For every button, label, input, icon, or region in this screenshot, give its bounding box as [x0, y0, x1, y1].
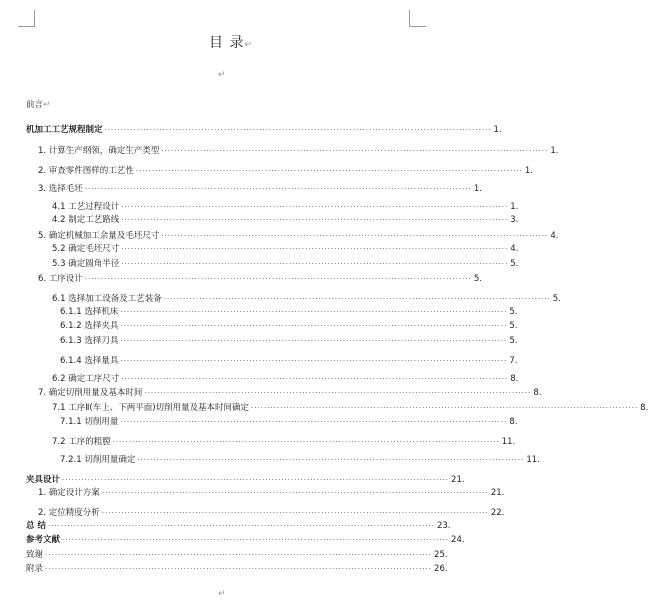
toc-entry[interactable]	[26, 124, 502, 136]
dot-leader: ························································································································	[45, 565, 433, 573]
toc-entry[interactable]	[26, 99, 200, 111]
toc-entry-title: 5.2 确定毛坯尺寸	[52, 244, 120, 254]
toc-entry-page-number: 4.	[510, 244, 519, 254]
toc-entry-title: 4.1 工艺过程设计	[52, 202, 120, 212]
toc-entry[interactable]	[38, 183, 482, 195]
toc-entry-page-number: 8.	[533, 388, 542, 398]
dot-leader: ························································································································	[101, 509, 489, 517]
paragraph-mark: ↵	[244, 40, 253, 50]
toc-entry-title: 参考文献	[26, 535, 61, 545]
toc-entry-page-number: 11.	[501, 437, 516, 447]
toc-entry-title: 6.1.1 选择机床	[60, 307, 119, 317]
dot-leader: ························································································································	[161, 147, 549, 155]
toc-entry-title: 6.1.3 选择刀具	[60, 336, 119, 346]
toc-entry-page-number: 5.	[552, 294, 561, 304]
toc-entry-page-number: 8.	[509, 417, 518, 427]
toc-entry[interactable]	[52, 243, 519, 255]
toc-entry[interactable]	[60, 320, 518, 332]
toc-entry-title: 6.1.2 选择夹具	[60, 321, 119, 331]
toc-entry[interactable]	[38, 487, 505, 499]
toc-entry-page-number: 5.	[509, 321, 518, 331]
dot-leader: ························································································································	[120, 357, 508, 365]
toc-entry[interactable]	[26, 520, 451, 532]
dot-leader: ························································································································	[47, 522, 435, 530]
dot-leader: ························································································································	[62, 476, 450, 484]
toc-entry-page-number: 1.	[550, 146, 559, 156]
toc-entry[interactable]	[26, 549, 448, 561]
toc-entry[interactable]	[52, 214, 519, 226]
toc-entry[interactable]	[26, 534, 465, 546]
toc-entry[interactable]	[52, 201, 519, 213]
toc-entry-page-number: 21.	[451, 475, 465, 485]
toc-entry[interactable]	[26, 563, 448, 575]
toc-entry-page-number: 4.	[550, 231, 559, 241]
toc-entry-title: 1. 计算生产纲领，确定生产类型	[38, 146, 160, 156]
toc-entry-page-number: 24.	[451, 535, 465, 545]
toc-entry-title: 1. 确定设计方案	[38, 488, 100, 498]
toc-entry-title: 7.2.1 切削用量确定	[60, 455, 136, 465]
dot-leader: ························································································································	[121, 375, 509, 383]
toc-entry-title: 4.2 制定工艺路线	[52, 215, 120, 225]
dot-leader: ························································································································	[101, 489, 489, 497]
dot-leader: ························································································································	[120, 322, 508, 330]
toc-entry-page-number: 1.	[493, 125, 502, 135]
dot-leader: ························································································································	[45, 551, 433, 559]
toc-entry-title: 附录	[26, 564, 44, 574]
toc-entry-title: 7. 确定切削用量及基本时间	[38, 388, 143, 398]
toc-entry[interactable]	[38, 230, 559, 242]
toc-entry-title: 2. 定位精度分析	[38, 508, 100, 518]
toc-title-text: 目 录	[209, 35, 245, 51]
toc-entry-title: 5. 确定机械加工余量及毛坯尺寸	[38, 231, 160, 241]
toc-entry-page-number: 1.	[510, 202, 519, 212]
paragraph-mark: ↵	[218, 589, 226, 599]
toc-entry-page-number: 5.	[509, 336, 518, 346]
paragraph-mark: ↵	[43, 100, 51, 110]
toc-entry-title: 2. 审查零件图样的工艺性	[38, 166, 134, 176]
toc-entry[interactable]	[52, 258, 519, 270]
toc-entry-title: 6.1.4 选择量具	[60, 356, 119, 366]
toc-entry-title: 前言	[26, 100, 44, 110]
dot-leader: ························································································································	[112, 438, 500, 446]
toc-entry-page-number: 1.	[473, 184, 482, 194]
dot-leader: ························································································································	[144, 389, 532, 397]
toc-entry[interactable]	[60, 335, 518, 347]
toc-entry-title: 7.1 工序Ⅱ(车上、下两平面)切削用量及基本时间确定	[52, 403, 250, 413]
toc-entry-title: 6.1 选择加工设备及工艺装备	[52, 294, 162, 304]
toc-entry[interactable]	[52, 436, 516, 448]
toc-entry[interactable]	[52, 402, 648, 414]
dot-leader: ························································································································	[135, 167, 523, 175]
toc-title	[0, 32, 462, 52]
toc-entry[interactable]	[60, 454, 540, 466]
page-corner-mark-top-left	[18, 10, 35, 27]
toc-entry[interactable]	[60, 416, 518, 428]
toc-entry-title: 3. 选择毛坯	[38, 184, 83, 194]
toc-entry-page-number: 11.	[526, 455, 540, 465]
toc-entry[interactable]	[38, 273, 482, 285]
toc-entry[interactable]	[38, 387, 542, 399]
toc-entry-page-number: 26.	[434, 564, 448, 574]
toc-entry-page-number: 21.	[490, 488, 505, 498]
dot-leader: ························································································································	[121, 245, 509, 253]
toc-entry-page-number: 8.	[640, 403, 648, 413]
dot-leader: ························································································································	[120, 337, 508, 345]
toc-entry-page-number: 25.	[434, 550, 448, 560]
toc-entry[interactable]	[26, 474, 465, 486]
dot-leader: ························································································································	[163, 295, 551, 303]
toc-entry-title: 7.1.1 切削用量	[60, 417, 119, 427]
dot-leader: ························································································································	[121, 260, 509, 268]
toc-entry[interactable]	[38, 145, 559, 157]
toc-entry-page-number: 7.	[509, 356, 518, 366]
dot-leader: ························································································································	[161, 232, 549, 240]
dot-leader: ························································································································	[84, 275, 472, 283]
toc-entry[interactable]	[38, 165, 533, 177]
toc-entry[interactable]	[38, 507, 505, 519]
toc-entry-title: 机加工工艺规程制定	[26, 125, 103, 135]
toc-entry-title: 6.2 确定工序尺寸	[52, 374, 120, 384]
toc-entry-page-number: 3.	[510, 215, 519, 225]
toc-entry-title: 夹具设计	[26, 475, 61, 485]
dot-leader: ························································································································	[62, 536, 450, 544]
toc-entry-page-number: 5.	[509, 307, 518, 317]
toc-entry-page-number: 8.	[510, 374, 519, 384]
toc-entry-title: 5.3 确定圆角半径	[52, 259, 120, 269]
dot-leader: ························································································································	[251, 404, 639, 412]
toc-entry-title: 7.2 工序的粗膛	[52, 437, 111, 447]
toc-entry-title: 致谢	[26, 550, 44, 560]
toc-entry[interactable]	[60, 306, 518, 318]
dot-leader: ························································································································	[104, 126, 492, 134]
toc-entry-page-number: 5.	[510, 259, 519, 269]
toc-entry-page-number: 5.	[473, 274, 482, 284]
toc-entry-title: 总 结	[26, 521, 46, 531]
toc-entry[interactable]	[60, 355, 518, 367]
toc-entry-page-number: 1.	[524, 166, 533, 176]
dot-leader: ························································································································	[121, 203, 509, 211]
dot-leader: ························································································································	[120, 308, 508, 316]
page-corner-mark-top-right	[409, 10, 426, 27]
dot-leader: ························································································································	[137, 456, 525, 464]
dot-leader: ························································································································	[84, 185, 472, 193]
dot-leader: ························································································································	[120, 418, 508, 426]
toc-entry[interactable]	[52, 293, 561, 305]
toc-entry[interactable]	[52, 373, 519, 385]
toc-entry-page-number: 22.	[490, 508, 505, 518]
dot-leader: ························································································································	[121, 216, 509, 224]
toc-entry-page-number: 23.	[436, 521, 451, 531]
paragraph-mark: ↵	[218, 70, 226, 80]
toc-entry-title: 6. 工序设计	[38, 274, 83, 284]
